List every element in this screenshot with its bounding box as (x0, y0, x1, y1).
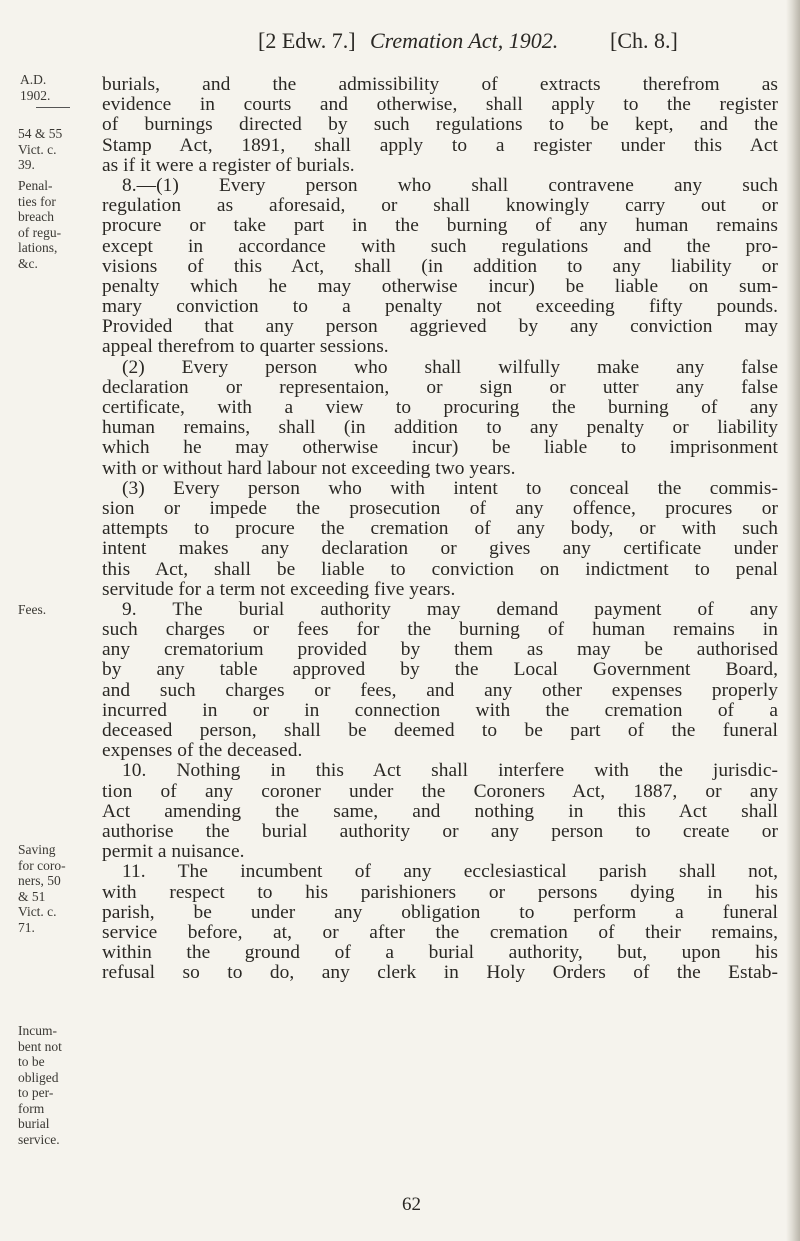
section-8-heading-line: 8.—(1) Every person who shall contravene any such (122, 174, 778, 196)
body-line: and such charges or fees, and any other expenses properly (102, 679, 778, 701)
margin-line: 71. (18, 919, 35, 935)
body-line: within the ground of a burial authority, but, upon his (102, 942, 778, 964)
body-line: Stamp Act, 1891, shall apply to a register under this Act (102, 134, 778, 156)
margin-line: bent not (18, 1038, 62, 1054)
body-line: human remains, shall (in addition to any penalty or liability (102, 417, 778, 439)
body-line: by any table approved by the Local Government Board, (102, 659, 778, 681)
body-line: attempts to procure the cremation of any body, or with such (102, 518, 778, 540)
margin-line: obliged (18, 1069, 59, 1085)
body-line: certificate, with a view to procuring the burning of any (102, 397, 778, 418)
margin-line: Vict. c. (18, 904, 57, 919)
body-line: such charges or fees for the burning of human remains in (102, 619, 778, 641)
body-line: permit a nuisance. (102, 841, 245, 863)
body-line: (3) Every person who with intent to conceal the commis- (122, 477, 778, 499)
running-header (258, 28, 778, 56)
margin-rule (36, 107, 70, 108)
body-line: except in accordance with such regulations and the pro- (102, 235, 778, 257)
body-line: Provided that any person aggrieved by any conviction may (102, 316, 778, 338)
statute-body (102, 75, 778, 983)
margin-line: & 51 (18, 888, 46, 904)
margin-line: form (18, 1100, 45, 1116)
margin-line: breach (18, 209, 54, 224)
body-line: declaration or representaion, or sign or utter any false (102, 376, 778, 398)
body-line: visions of this Act, shall (in addition to any liability or (102, 255, 778, 277)
body-line: parish, be under any obligation to perform a funeral (102, 901, 778, 923)
body-line: procure or take part in the burning of any human remains (102, 215, 778, 237)
body-line: sion or impede the prosecution of any offence, procures or (102, 497, 778, 519)
body-line: authorise the burial authority or any person to create or (102, 820, 778, 842)
margin-line: A.D. (20, 72, 47, 87)
margin-line: lations, (18, 240, 58, 255)
margin-line: 54 & 55 (18, 126, 63, 141)
margin-line: &c. (18, 255, 38, 271)
margin-line: Penal- (18, 178, 53, 193)
body-line: of burnings directed by such regulations to be kept, and the (102, 114, 778, 136)
body-line: any crematorium provided by them as may be authorised (102, 639, 778, 661)
margin-line: of regu- (18, 224, 62, 240)
section-10-heading-line: 10. Nothing in this Act shall interfere with the jurisdic- (122, 760, 778, 782)
body-line: tion of any coroner under the Coroners Act, 1887, or any (102, 780, 778, 802)
body-line: intent makes any declaration or gives any certificate under (102, 538, 778, 560)
margin-line: to per- (18, 1085, 54, 1100)
body-line: burials, and the admissibility of extracts therefrom as (102, 74, 778, 95)
body-line: (2) Every person who shall wilfully make any false (122, 356, 778, 378)
page-number: 62 (402, 1194, 421, 1215)
margin-line: ties for (18, 193, 56, 209)
body-line: service before, at, or after the cremation of their remains, (102, 921, 778, 943)
margin-line: 1902. (20, 87, 51, 103)
margin-line: service. (18, 1131, 60, 1147)
page-edge-shadow (786, 0, 800, 1241)
body-line: this Act, shall be liable to conviction on indictment to penal (102, 558, 778, 580)
header-act-title: Cremation Act, 1902. (370, 28, 559, 53)
section-9-heading-line: 9. The burial authority may demand payment of any (122, 598, 778, 620)
margin-note-ad (18, 72, 88, 114)
margin-line: to be (18, 1054, 45, 1069)
margin-line: Incum- (18, 1023, 57, 1038)
body-line: appeal therefrom to quarter sessions. (102, 336, 389, 358)
header-regnal-year: [2 Edw. 7.] (258, 28, 356, 53)
header-chapter: [Ch. 8.] (610, 28, 678, 53)
margin-line: Fees. (18, 602, 47, 617)
body-line: regulation as aforesaid, or shall knowingly carry out or (102, 195, 778, 217)
margin-note-saving-coroners (18, 842, 88, 935)
body-line: mary conviction to a penalty not exceeding fifty pounds. (102, 296, 778, 318)
margin-note-fees (18, 602, 88, 618)
body-line: with respect to his parishioners or persons dying in his (102, 881, 778, 903)
body-line: servitude for a term not exceeding five years. (102, 578, 456, 600)
body-line: expenses of the deceased. (102, 740, 303, 762)
margin-note-incumbent (18, 1023, 88, 1147)
margin-line: ners, 50 (18, 873, 61, 888)
margin-line: Saving (18, 842, 56, 857)
body-line: deceased person, shall be deemed to be part of the funeral (102, 720, 778, 741)
body-line: incurred in or in connection with the cremation of a (102, 699, 778, 721)
body-line: Act amending the same, and nothing in this Act shall (102, 800, 778, 822)
body-line: as if it were a register of burials. (102, 154, 355, 176)
margin-line: Vict. c. (18, 141, 57, 157)
margin-note-penalties (18, 178, 88, 271)
body-line: which he may otherwise incur) be liable to imprisonment (102, 437, 778, 459)
body-line: evidence in courts and otherwise, shall apply to the register (102, 94, 778, 116)
body-line: with or without hard labour not exceeding two years. (102, 457, 516, 479)
body-line: penalty which he may otherwise incur) be liable on sum- (102, 275, 778, 297)
section-11-heading-line: 11. The incumbent of any ecclesiastical parish shall not, (122, 861, 778, 883)
margin-note-stamp-act (18, 126, 88, 173)
margin-line: burial (18, 1116, 50, 1131)
margin-line: 39. (18, 157, 35, 172)
margin-line: for coro- (18, 857, 66, 873)
body-line: refusal so to do, any clerk in Holy Orders of the Estab- (102, 962, 778, 984)
